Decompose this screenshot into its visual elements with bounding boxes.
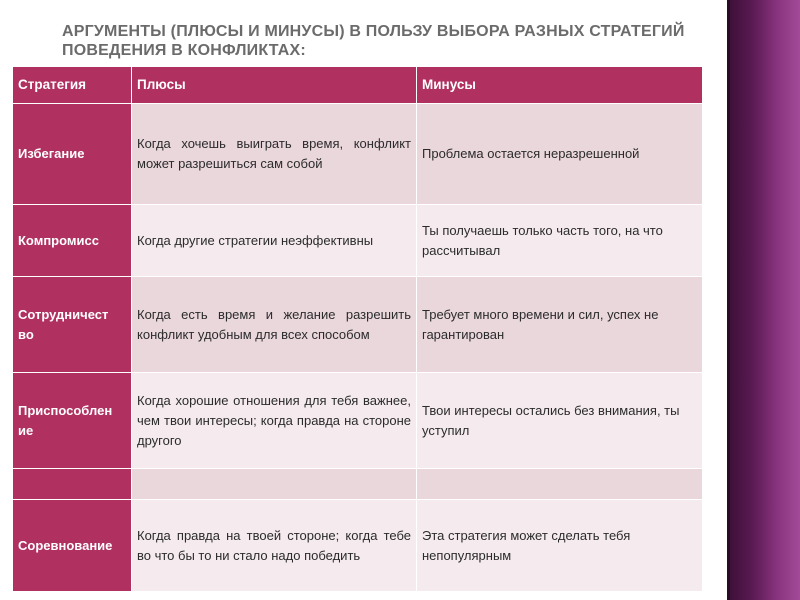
pros-cell: [132, 469, 417, 500]
slide-title: АРГУМЕНТЫ (ПЛЮСЫ И МИНУСЫ) В ПОЛЬЗУ ВЫБОРА РАЗНЫХ СТРАТЕГИЙ ПОВЕДЕНИЯ В КОНФЛИКТАХ:: [62, 23, 685, 59]
strategy-table: [12, 66, 703, 592]
table-row: [13, 104, 703, 205]
pros-cell: Когда хорошие отношения для тебя важнее, чем твои интересы; когда правда на стороне другого: [132, 373, 417, 469]
cons-cell: Требует много времени и сил, успех не гарантирован: [417, 277, 703, 373]
pros-cell: Когда правда на твоей стороне; когда тебе во что бы то ни стало надо победить: [132, 500, 417, 592]
strategy-cell: Компромисс: [13, 205, 132, 277]
table-row: [13, 205, 703, 277]
header-cons: Минусы: [417, 67, 703, 104]
table-row: [13, 373, 703, 469]
strategy-cell: Избегание: [13, 104, 132, 205]
decorative-side-panel: [727, 0, 800, 600]
header-pros: Плюсы: [132, 67, 417, 104]
pros-cell: Когда другие стратегии неэффективны: [132, 205, 417, 277]
cons-cell: [417, 469, 703, 500]
cons-cell: Ты получаешь только часть того, на что рассчитывал: [417, 205, 703, 277]
strategy-cell: [13, 469, 132, 500]
pros-cell: Когда есть время и желание разрешить конфликт удобным для всех способом: [132, 277, 417, 373]
strategy-cell: Сотрудничест во: [13, 277, 132, 373]
strategy-cell: Соревнование: [13, 500, 132, 592]
cons-cell: Эта стратегия может сделать тебя непопулярным: [417, 500, 703, 592]
cons-cell: Проблема остается неразрешенной: [417, 104, 703, 205]
table-header-row: [13, 67, 703, 104]
table-row: [13, 500, 703, 592]
table-row: [13, 277, 703, 373]
pros-cell: Когда хочешь выиграть время, конфликт может разрешиться сам собой: [132, 104, 417, 205]
header-strategy: Стратегия: [13, 67, 132, 104]
strategy-cell: Приспособлен ие: [13, 373, 132, 469]
cons-cell: Твои интересы остались без внимания, ты уступил: [417, 373, 703, 469]
table-row-empty: [13, 469, 703, 500]
